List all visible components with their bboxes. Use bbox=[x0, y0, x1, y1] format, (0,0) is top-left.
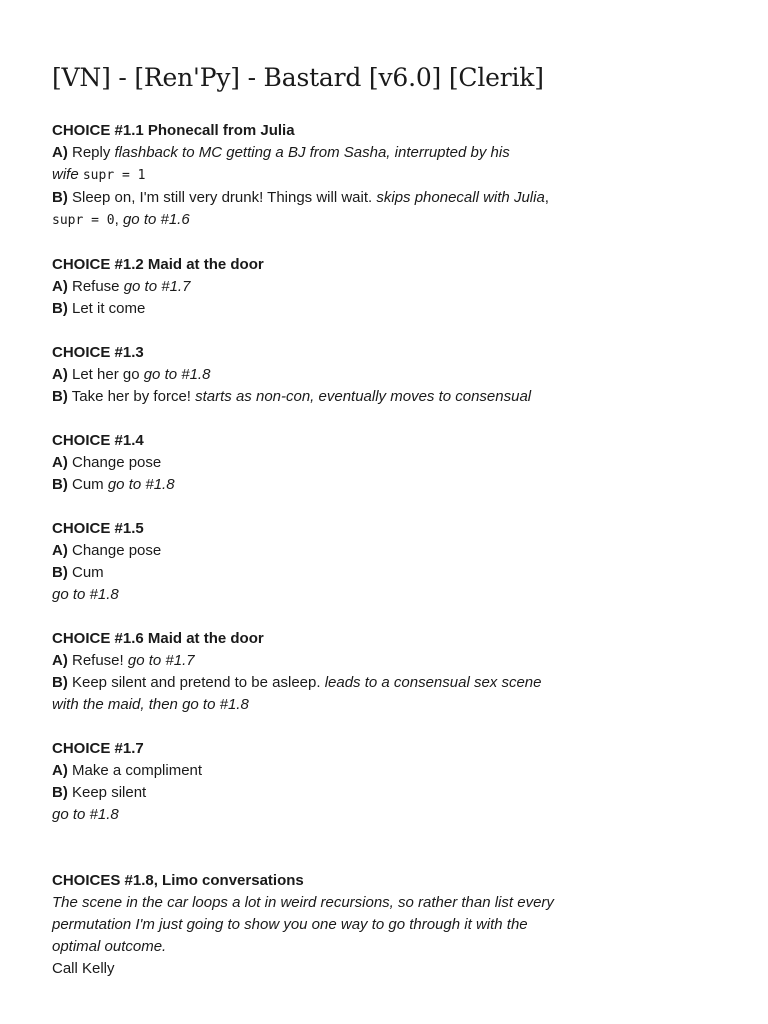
choice-heading: CHOICE #1.7 bbox=[52, 740, 144, 757]
option-text: Refuse! bbox=[67, 652, 128, 669]
document-page bbox=[52, 58, 572, 980]
option-key: A) bbox=[52, 652, 68, 669]
separator: , bbox=[114, 211, 123, 228]
option-key: A) bbox=[52, 278, 68, 295]
option-text: Let it come bbox=[67, 300, 146, 317]
option-note: skips phonecall with Julia bbox=[376, 189, 545, 206]
choice-heading: CHOICE #1.3 bbox=[52, 344, 144, 361]
option-note: starts as non-con, eventually moves to consensual bbox=[195, 388, 532, 405]
option-key: B) bbox=[52, 388, 68, 405]
option-text: Sleep on, I'm still very drunk! Things will wait. bbox=[67, 189, 377, 206]
walkthrough-line: Call Kelly bbox=[52, 960, 115, 977]
choice-1-3 bbox=[52, 342, 572, 408]
option-text: Let her go bbox=[67, 366, 144, 383]
option-key: B) bbox=[52, 189, 68, 206]
option-text: Make a compliment bbox=[67, 762, 203, 779]
option-note: flashback to MC getting a BJ from Sasha, interrupted by his wife bbox=[52, 144, 510, 183]
option-a bbox=[52, 142, 572, 187]
choice-followup-note: go to #1.8 bbox=[52, 806, 119, 823]
option-note: go to #1.8 bbox=[143, 366, 211, 383]
option-note: go to #1.8 bbox=[107, 476, 175, 493]
option-text: Keep silent bbox=[67, 784, 147, 801]
option-key: B) bbox=[52, 784, 68, 801]
option-note: go to #1.6 bbox=[122, 211, 190, 228]
choice-1-4 bbox=[52, 430, 572, 496]
choice-1-8 bbox=[52, 870, 572, 980]
option-a bbox=[52, 650, 572, 672]
option-a bbox=[52, 364, 572, 386]
choice-heading: CHOICE #1.4 bbox=[52, 432, 144, 449]
choice-1-5 bbox=[52, 518, 572, 606]
choice-heading: CHOICE #1.5 bbox=[52, 520, 144, 537]
option-key: A) bbox=[52, 762, 68, 779]
option-key: B) bbox=[52, 476, 68, 493]
separator: , bbox=[544, 189, 549, 206]
option-a bbox=[52, 760, 572, 782]
option-key: A) bbox=[52, 366, 68, 383]
option-b bbox=[52, 474, 572, 496]
choice-1-2 bbox=[52, 254, 572, 320]
option-text: Keep silent and pretend to be asleep. bbox=[67, 674, 325, 691]
option-a bbox=[52, 276, 572, 298]
option-text: Cum bbox=[67, 476, 108, 493]
page-title: [VN] - [Ren'Py] - Bastard [v6.0] [Clerik] bbox=[52, 63, 544, 92]
option-b bbox=[52, 187, 572, 232]
option-a bbox=[52, 452, 572, 474]
option-text: Change pose bbox=[67, 454, 162, 471]
choice-heading: CHOICE #1.1 Phonecall from Julia bbox=[52, 122, 295, 139]
choice-followup-note: go to #1.8 bbox=[52, 586, 119, 603]
option-key: B) bbox=[52, 564, 68, 581]
option-text: Change pose bbox=[67, 542, 162, 559]
option-text: Refuse bbox=[67, 278, 124, 295]
choice-1-1 bbox=[52, 120, 572, 232]
option-text: Cum bbox=[67, 564, 104, 581]
choice-heading: CHOICE #1.6 Maid at the door bbox=[52, 630, 264, 647]
option-key: A) bbox=[52, 454, 68, 471]
option-b bbox=[52, 782, 572, 804]
variable-code: supr = 1 bbox=[82, 168, 146, 183]
variable-code: supr = 0 bbox=[52, 213, 115, 228]
option-a bbox=[52, 540, 572, 562]
option-b bbox=[52, 562, 572, 584]
section-note: The scene in the car loops a lot in weird recursions, so rather than list every permutation I'm just going to show you one way to go through it with the optimal outcome. bbox=[52, 894, 554, 955]
option-text: Reply bbox=[67, 144, 115, 161]
option-text: Take her by force! bbox=[67, 388, 196, 405]
option-note: go to #1.7 bbox=[127, 652, 195, 669]
option-b bbox=[52, 386, 572, 408]
option-b bbox=[52, 672, 572, 716]
option-key: B) bbox=[52, 300, 68, 317]
choice-heading: CHOICE #1.2 Maid at the door bbox=[52, 256, 264, 273]
option-note: leads to a consensual sex scene with the maid, then go to #1.8 bbox=[52, 674, 542, 713]
option-b bbox=[52, 298, 572, 320]
option-key: A) bbox=[52, 144, 68, 161]
choice-1-6 bbox=[52, 628, 572, 716]
option-key: B) bbox=[52, 674, 68, 691]
choice-heading: CHOICES #1.8, Limo conversations bbox=[52, 872, 304, 889]
option-note: go to #1.7 bbox=[123, 278, 191, 295]
option-key: A) bbox=[52, 542, 68, 559]
choice-1-7 bbox=[52, 738, 572, 826]
